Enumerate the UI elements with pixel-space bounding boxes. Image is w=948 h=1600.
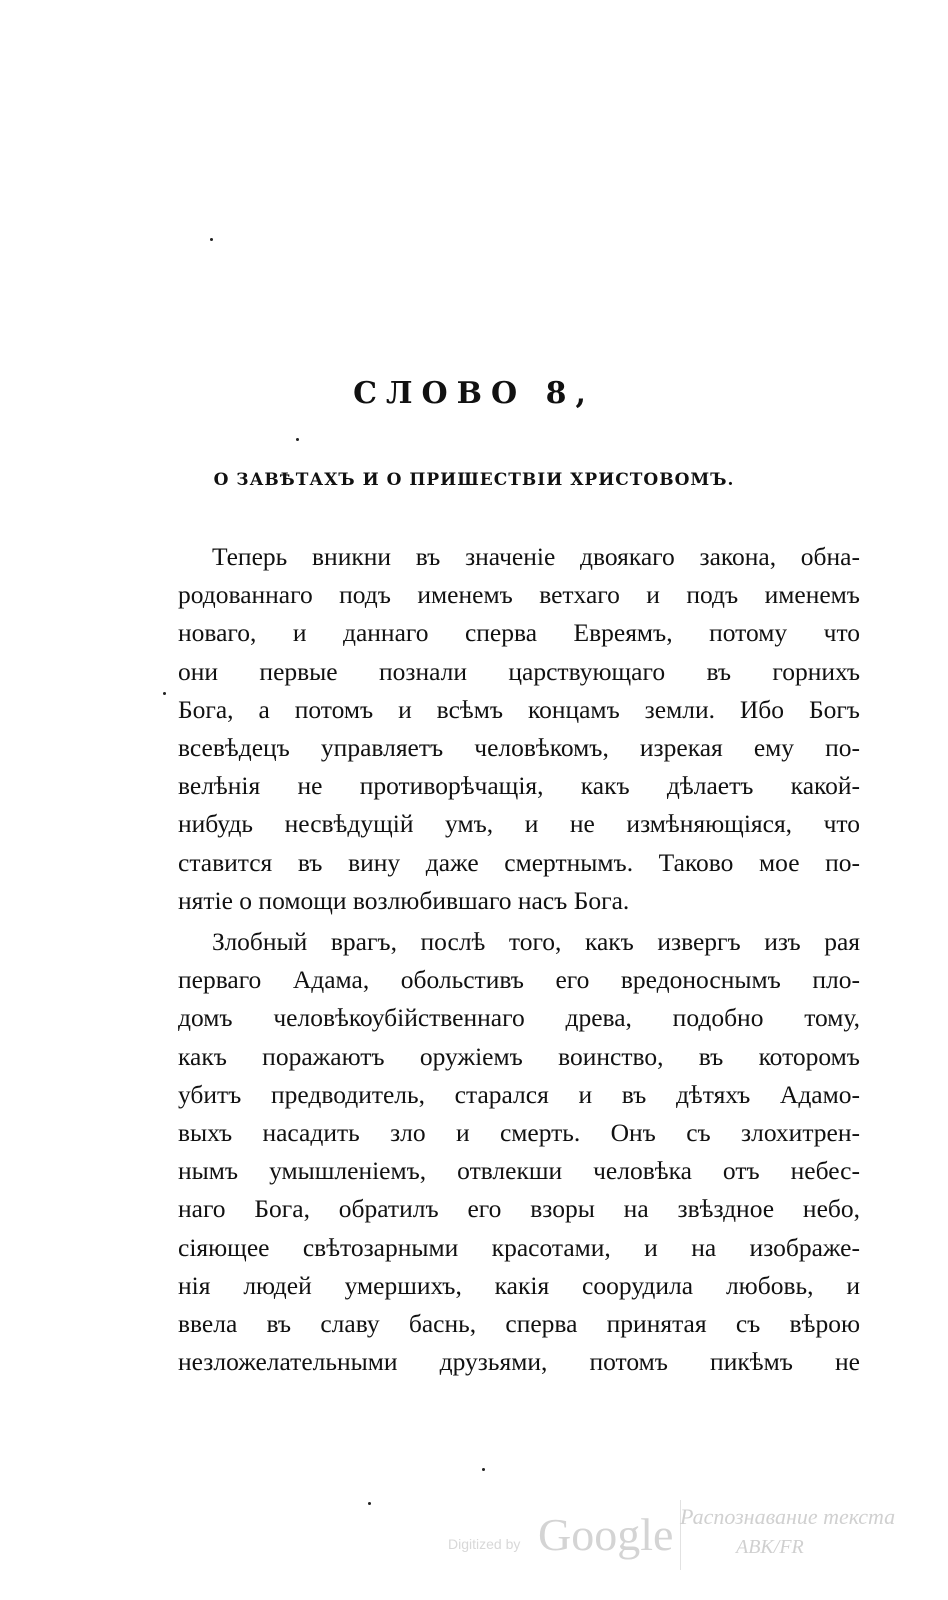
text-line: незложелательными друзьями, потомъ пикѣмъ не [178,1347,860,1377]
section-heading: СЛОВО 8, [353,376,595,411]
text-line: новаго, и даннаго сперва Евреямъ, потому что [178,618,860,648]
text-line: наго Бога, обратилъ его взоры на звѣздное небо, [178,1194,860,1224]
text-line: родованнаго подъ именемъ ветхаго и подъ именемъ [178,580,860,610]
text-line: нибудь несвѣдущій умъ, и не измѣняющіяся, что [178,809,860,839]
specks [163,692,166,695]
text-line: убитъ предводитель, старался и въ дѣтяхъ Адамо- [178,1079,860,1109]
specks [482,1468,485,1471]
text-line: велѣнія не противорѣчащія, какъ дѣлаетъ какой- [178,771,860,801]
google-logo: Google [538,1509,674,1560]
text-line: Бога, а потомъ и всѣмъ концамъ земли. Ибо Богъ [178,694,860,724]
text-line: ставится въ вину даже смертнымъ. Таково мое по- [178,847,860,877]
text-line: нія людей умершихъ, какія соорудила любовь, и [178,1270,860,1300]
paragraph-2 [178,923,860,1381]
specks [296,438,299,441]
digitization-watermark [440,1490,920,1580]
text-line: Теперь вникни въ значеніе двоякаго закона, обна- [212,542,860,571]
text-line: домъ человѣкоубійственнаго древа, подобно тому, [178,1003,860,1033]
specks [368,1502,371,1505]
text-line: нымъ умышленіемъ, отвлекши человѣка отъ небес- [178,1156,860,1186]
text-line: сіяющее свѣтозарными красотами, и на изображе- [178,1232,860,1262]
text-line: нятіе о помощи возлюбившаго насъ Бога. [178,885,630,915]
text-line: ввела въ славу баснь, сперва принятая съ вѣрою [178,1308,860,1338]
text-line: какъ поражаютъ оружіемъ воинство, въ которомъ [178,1041,860,1071]
section-subheading: О ЗАВѢТАХЪ И О ПРИШЕСТВІИ ХРИСТОВОМЪ. [213,470,735,490]
text-line: всевѣдецъ управляетъ человѣкомъ, изрекая ему по- [178,732,860,762]
text-line: выхъ насадить зло и смерть. Онъ съ злохитрен- [178,1117,860,1147]
text-line: перваго Адама, обольстивъ его вредоноснымъ пло- [178,965,860,995]
specks [210,238,213,241]
text-recognition-label: Распознавание текста [680,1504,896,1529]
text-line: Злобный врагъ, послѣ того, какъ извергъ изъ рая [212,927,860,956]
recognition-credit: ABK/FR [736,1536,804,1558]
paragraph-1 [178,538,860,920]
text-line: они первые познали царствующаго въ горнихъ [178,656,860,686]
digitized-by-label: Digitized by [448,1536,521,1552]
